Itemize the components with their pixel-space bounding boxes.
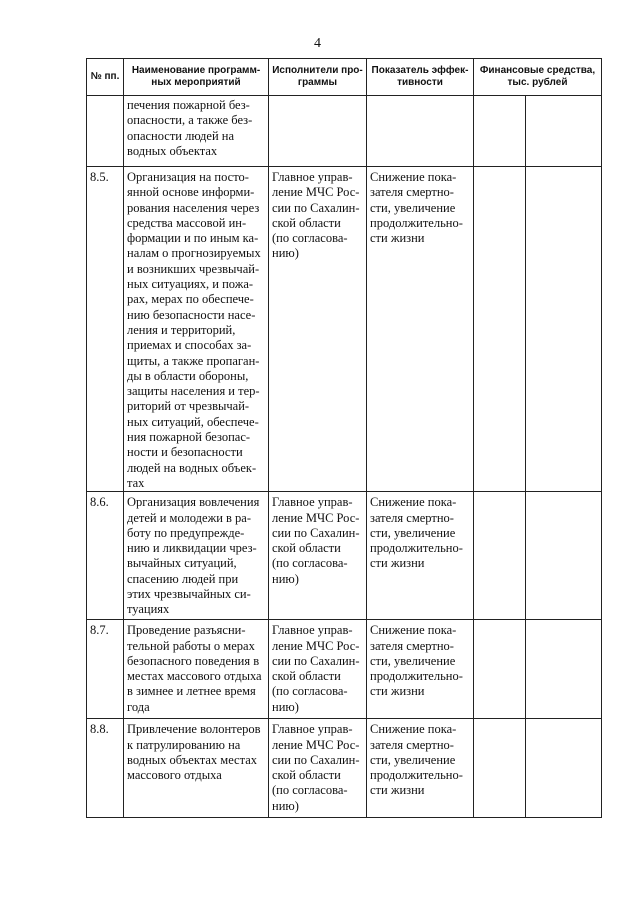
row-no: 8.8. — [87, 719, 124, 818]
row-finance-b — [526, 719, 602, 818]
row-finance-a — [474, 719, 526, 818]
row-executors: Главное управ- ление МЧС Рос- сии по Сахалин- ской области (по согласова- нию) — [269, 719, 367, 818]
table-row — [87, 96, 602, 167]
header-finance: Финансовые средства, тыс. рублей — [474, 59, 602, 96]
row-executors: Главное управ- ление МЧС Рос- сии по Сахалин- ской области (по согласова- нию) — [269, 167, 367, 492]
row-finance-a — [474, 620, 526, 719]
row-indicator — [367, 96, 474, 167]
program-activities-table — [86, 58, 602, 818]
table-row — [87, 167, 602, 492]
row-indicator: Снижение пока- зателя смертно- сти, увеличение продолжительно- сти жизни — [367, 167, 474, 492]
table-row — [87, 620, 602, 719]
row-name: Проведение разъясни- тельной работы о мерах безопасного поведения в местах массового отдыха в зимнее и летнее время года — [124, 620, 269, 719]
row-no: 8.6. — [87, 492, 124, 620]
row-no: 8.5. — [87, 167, 124, 492]
row-finance-b — [526, 620, 602, 719]
row-finance-a — [474, 167, 526, 492]
row-executors: Главное управ- ление МЧС Рос- сии по Сахалин- ской области (по согласова- нию) — [269, 492, 367, 620]
row-indicator: Снижение пока- зателя смертно- сти, увеличение продолжительно- сти жизни — [367, 620, 474, 719]
row-name: Привлечение волонтеров к патрулированию на водных объектах местах массового отдыха — [124, 719, 269, 818]
row-name: Организация на посто- янной основе информи- рования населения через средства массовой ин- формации и по иным ка- налам о прогнозируемых и возникших чрезвычай- ных ситуациях, и пожа- рах, мерах по обеспече- нию безопасности насе- ления и территорий, приемах и способах за- щиты, а также пропаган- ды в области обороны, защиты населения и тер- риторий от чрезвычай- ных ситуаций, обеспече- ния пожарной безопас- ности и безопасности людей на водных объек- тах — [124, 167, 269, 492]
header-executors: Исполнители про- граммы — [269, 59, 367, 96]
table-row — [87, 492, 602, 620]
header-no: № пп. — [87, 59, 124, 96]
row-name: Организация вовлечения детей и молодежи в ра- боту по предупрежде- нию и ликвидации чрез- вычайных ситуаций, спасению людей при этих чрезвычайных си- туациях — [124, 492, 269, 620]
row-finance-a — [474, 96, 526, 167]
row-finance-b — [526, 96, 602, 167]
row-finance-b — [526, 492, 602, 620]
row-no — [87, 96, 124, 167]
row-finance-a — [474, 492, 526, 620]
row-indicator: Снижение пока- зателя смертно- сти, увеличение продолжительно- сти жизни — [367, 719, 474, 818]
row-executors: Главное управ- ление МЧС Рос- сии по Сахалин- ской области (по согласова- нию) — [269, 620, 367, 719]
table-row — [87, 719, 602, 818]
row-no: 8.7. — [87, 620, 124, 719]
row-name: печения пожарной без- опасности, а также без- опасности людей на водных объектах — [124, 96, 269, 167]
row-finance-b — [526, 167, 602, 492]
row-executors — [269, 96, 367, 167]
page-number: 4 — [314, 36, 321, 51]
header-name: Наименование программ- ных мероприятий — [124, 59, 269, 96]
row-indicator: Снижение пока- зателя смертно- сти, увеличение продолжительно- сти жизни — [367, 492, 474, 620]
table-header-row — [87, 59, 602, 96]
header-indicator: Показатель эффек- тивности — [367, 59, 474, 96]
